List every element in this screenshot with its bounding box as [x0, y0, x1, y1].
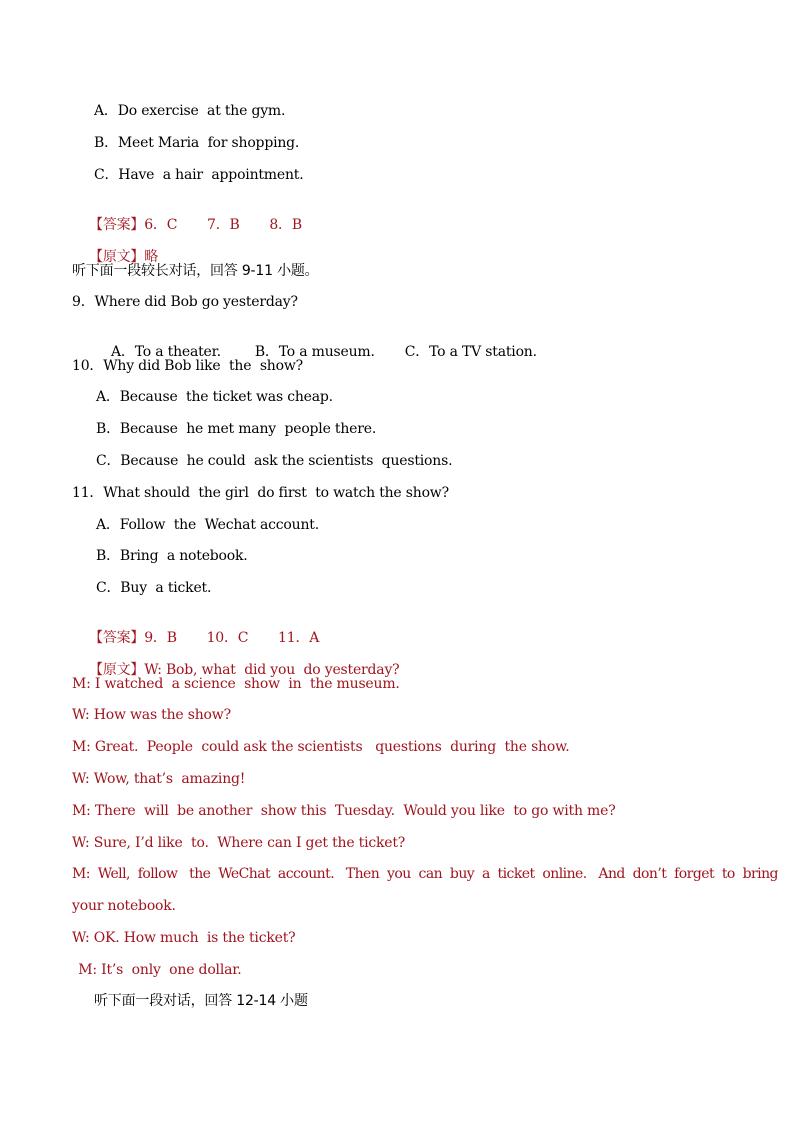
option-10a: A．Because the ticket was cheap.	[96, 389, 333, 405]
dialog-line: W: OK. How much is the ticket?	[72, 930, 296, 946]
option-9b: B．To a museum.	[254, 344, 375, 360]
dialog-line: W: Sure, I’d like to. Where can I get the ticket?	[72, 835, 406, 851]
question-9: 9．Where did Bob go yesterday?	[72, 294, 298, 310]
dialog-line: M: I watched a science show in the museum.	[72, 676, 400, 692]
option-5c: C．Have a hair appointment.	[94, 167, 304, 183]
section-intro: 听下面一段较长对话，回答 9-11 小题。	[72, 263, 319, 279]
dialog-line: your notebook.	[72, 898, 176, 914]
source-body: 略	[144, 249, 159, 265]
dialog-line: M: It’s only one dollar.	[74, 962, 242, 978]
option-5a: A．Do exercise at the gym.	[94, 103, 286, 119]
option-11c: C．Buy a ticket.	[96, 580, 212, 596]
question-10: 10．Why did Bob like the show?	[72, 358, 303, 374]
answer-tag: 【答案】	[89, 217, 145, 233]
option-11b: B．Bring a notebook.	[96, 548, 248, 564]
option-10b: B．Because he met many people there.	[96, 421, 377, 437]
dialog-line: M: Great. People could ask the scientists questions during the show.	[72, 739, 570, 755]
option-10c: C．Because he could ask the scientists questions.	[96, 453, 453, 469]
question-11: 11．What should the girl do first to watch the show?	[72, 485, 449, 501]
option-11a: A．Follow the Wechat account.	[96, 517, 319, 533]
dialog-line: W: Wow, that’s amazing!	[72, 771, 246, 787]
answer-body: 6．C 7．B 8．B	[144, 217, 302, 233]
dialog-line: W: How was the show?	[72, 707, 231, 723]
source-tag: 【原文】	[89, 662, 145, 678]
next-section-intro: 听下面一段对话，回答 12-14 小题	[94, 993, 308, 1009]
answer-body: 9．B 10．C 11．A	[144, 630, 320, 646]
answer-tag: 【答案】	[89, 630, 145, 646]
source-tag: 【原文】	[89, 249, 145, 265]
dialog-line: M: Well, follow the WeChat account. Then you can buy a ticket online. And don’t forget to bring	[72, 866, 778, 882]
option-9c: C．To a TV station.	[404, 344, 537, 360]
option-5b: B．Meet Maria for shopping.	[94, 135, 300, 151]
source-body: W: Bob, what did you do yesterday?	[144, 662, 400, 678]
dialog-line: M: There will be another show this Tuesday. Would you like to go with me?	[72, 803, 616, 819]
option-9a: A．To a theater.	[111, 344, 221, 360]
